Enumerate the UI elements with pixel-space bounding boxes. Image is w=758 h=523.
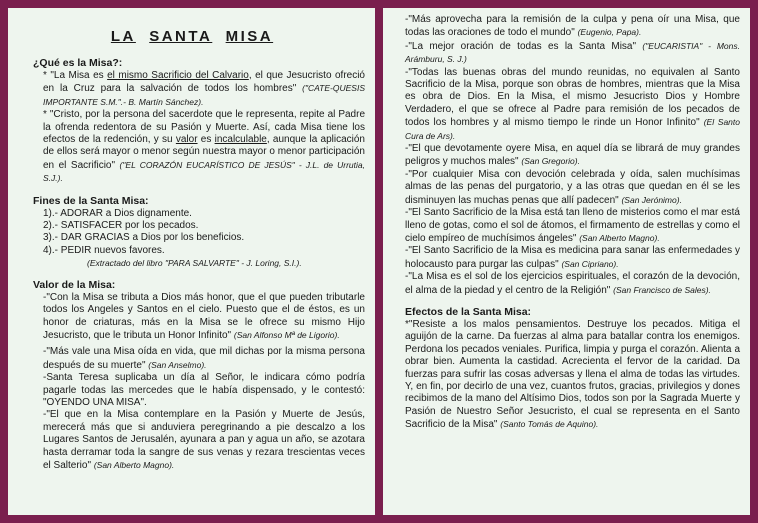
que-es-quote-1: * "La Misa es el mismo Sacrificio del Calvario, el que Jesucristo ofreció en la Cruz para la salvación de todos los hombres" ("CATE-QUESIS IMPORTANTE S.M.".- B. Martín Sánchez). [43,70,365,107]
quote-cura-ars: -"Todas las buenas obras del mundo reunidas, no equivalen al Santo Sacrificio de la Misa, porque son obras de hombres, mientras que la Misa es obra de Dios. En la Misa, el mismo Jesucristo Dios y Hombre Verdadero, el que se ofrece al Padre para remisión de los pecados de todos los hombres y al mismo tiempo le rinde un Honor Infinito" (El Santo Cura de Ars). [405,66,740,141]
left-page [8,8,375,515]
list-item: 2).- SATISFACER por los pecados. [43,220,199,232]
quote-jeronimo: -"Por cualquier Misa con devoción celebrada y oída, salen muchísimas almas de las penas del purgatorio, y a las otras que quedan en él se les disminuyen las muchas penas que allí padecen" (San Jerónimo). [405,168,740,206]
right-page [383,8,750,515]
efectos-text: *"Resiste a los malos pensamientos. Destruye los pecados. Mitiga el aguijón de la carne. Da fuerzas al alma para batallar contra los enemigos. Perdona los pecados veniales. Purifica, limpia y purga el corazón. Alienta a obrar bien. Aumenta la castidad. Acrecienta el fervor de la caridad. Da fuerzas para sufrir las cosas adversas y llena el alma de todas las virtudes. Y, en fin, por decirlo de una vez, cuantos frutos, gracias, privilegios y dones recibimos de la mano del Altísimo Dios, todos son por la Sagrada Muerte y Pasión de Nuestro Señor Jesucristo, el cual se representa en el Santo Sacrificio de la Misa" (Santo Tomás de Aquino). [405,318,740,431]
valor-quote-1: -"Con la Misa se tributa a Dios más honor, que el que pueden tributarle todos los Angeles y Santos en el cielo. Puesto que el de éstos, es un honor de criaturas, más en la Misa se le ofrece su mismo Hijo Jesucristo, que le tributa un Honor Infinito" (San Alfonso Mª de Ligorio). [43,291,365,341]
valor-quote-2: -"Más vale una Misa oída en vida, que mil dichas por la misma persona después de su muerte" (San Anselmo). [43,346,365,371]
fines-source: (Extractado del libro "PARA SALVARTE" - J. Loring, S.I.). [87,258,302,269]
list-item: 3).- DAR GRACIAS a Dios por los beneficios. [43,232,245,244]
list-item: 1).- ADORAR a Dios dignamente. [43,207,192,219]
fines-list [33,208,365,270]
fines-heading: Fines de la Santa Misa: [33,194,149,207]
quote-francisco: -"La Misa es el sol de los ejercicios espirituales, el corazón de la devoción, el alma de la piedad y el centro de la Religión" (San Francisco de Sales). [405,271,740,296]
valor-quote-4: -"El que en la Misa contemplare en la Pasión y Muerte de Jesús, merecerá más que si anduviera peregrinando a pie descalzo a los Lugares Santos de Jerusalén, ayunara a pan y agua un año, se azotara hasta derramar toda la sangre de sus venas y rezara trescientas veces el Salterio" (San Alberto Magno). [43,409,365,471]
valor-quote-3: -Santa Teresa suplicaba un día al Señor, le indicara cómo podría pagarle todas las mercedes que le había dispensado, y le contestó: "OYENDO UNA MISA". [43,372,365,408]
page-fold [375,8,383,515]
list-item: 4).- PEDIR nuevos favores. [43,244,165,256]
valor-heading: Valor de la Misa: [33,278,116,291]
quote-eugenio: -"Más aprovecha para la remisión de la culpa y pena oír una Misa, que todas las oraciones de todo el mundo" (Eugenio, Papa). [405,14,740,39]
quote-cipriano: -"El Santo Sacrificio de la Misa es medicina para sanar las enfermedades y holocausto para purgar las culpas" (San Cipriano). [405,245,740,270]
page-title: LA SANTA MISA [110,28,274,45]
efectos-heading: Efectos de la Santa Misa: [405,305,532,318]
que-es-quote-2: * "Cristo, por la persona del sacerdote que le representa, repite al Padre la ofrenda redentora de su Pasión y Muerte. Así, cada Misa tiene los efectos de la redención, y su valor es incalculable, aunque la aplicación de ellos será mayor o menor según nuestra mayor o menor participación en el Sacrificio" ("EL CORAZÓN EUCARÍSTICO DE JESÚS" - J.L. de Urrutia, S.J.). [43,109,365,184]
quote-alberto: -"El Santo Sacrificio de la Misa está tan lleno de misterios como el mar está lleno de gotas, como el sol de átomos, el firmamento de estrellas y como el cielo empíreo de muchísimos ángeles" (San Alberto Magno). [405,207,740,244]
quote-gregorio: -"El que devotamente oyere Misa, en aquel día se librará de muy grandes peligros y muchos males" (San Gregorio). [405,143,740,168]
que-es-heading: ¿Qué es la Misa?: [33,57,123,69]
quote-aramburu: -"La mejor oración de todas es la Santa Misa" ("EUCARISTIA" - Mons. Arámburu, S. J.) [405,40,741,65]
